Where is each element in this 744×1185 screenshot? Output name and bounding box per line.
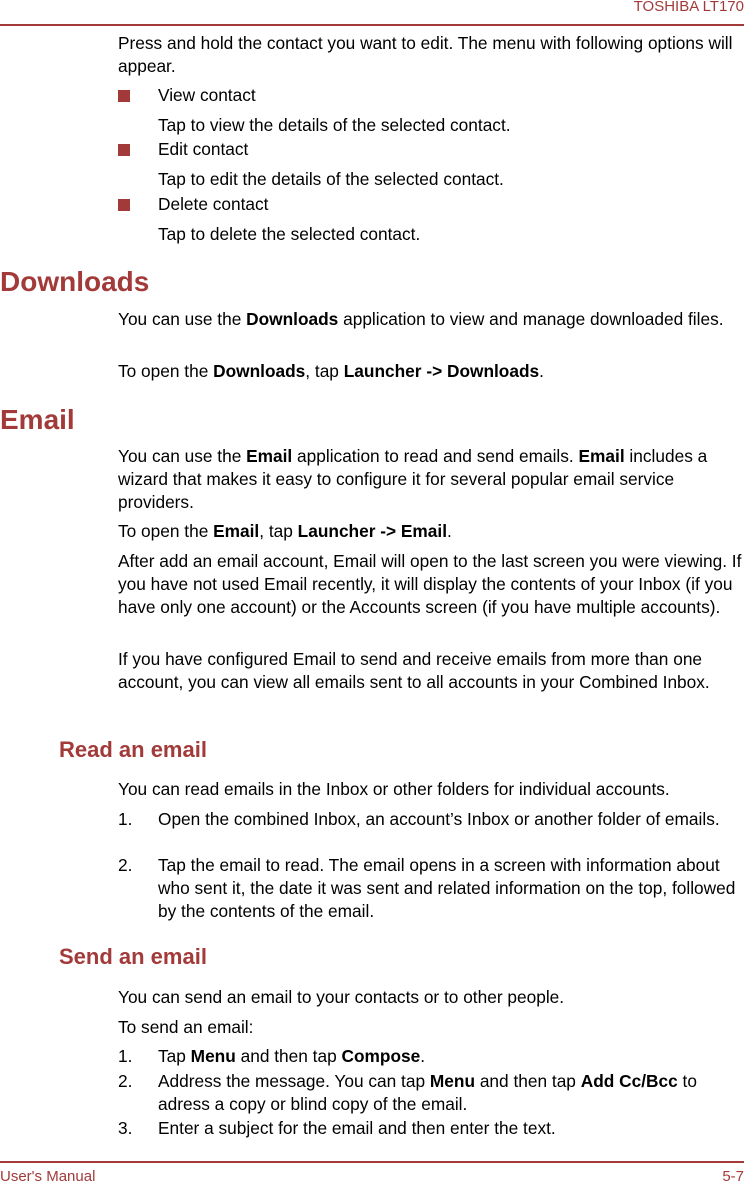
footer-rule: [0, 1161, 744, 1163]
text-run: Address the message. You can tap: [158, 1071, 430, 1091]
option-label: Delete contact: [158, 194, 269, 214]
step-number: 2.: [118, 855, 133, 875]
bullet-icon: [118, 144, 130, 156]
step-number: 1.: [118, 809, 133, 829]
option-desc: Tap to view the details of the selected contact.: [158, 115, 511, 135]
bold-term: Launcher -> Email: [297, 521, 448, 541]
bold-term: Downloads: [246, 309, 339, 329]
bold-term: Email: [213, 521, 260, 541]
heading-email: Email: [0, 404, 75, 435]
text-run: .: [420, 1046, 426, 1066]
paragraph: [118, 550, 744, 619]
option-label: Edit contact: [158, 139, 249, 159]
intro-paragraph: [118, 32, 744, 78]
text-run: Tap the email to read. The email opens in a screen with information about who sent it, the date it was sent and related information on the top, followed by the contents of the email.: [158, 855, 736, 921]
text-run: .: [539, 361, 544, 381]
step-text: [158, 854, 744, 923]
bullet-icon: [118, 90, 130, 102]
text-run: , tap: [259, 521, 298, 541]
bold-term: Downloads: [213, 361, 306, 381]
text-run: Open the combined Inbox, an account’s Inbox or another folder of emails.: [158, 809, 720, 829]
bold-term: Menu: [429, 1071, 476, 1091]
paragraph: [118, 360, 744, 383]
text-run: and then tap: [235, 1046, 342, 1066]
text-run: Enter a subject for the email and then enter the text.: [158, 1118, 556, 1138]
option-desc: Tap to delete the selected contact.: [158, 224, 421, 244]
text-run: and then tap: [475, 1071, 581, 1091]
text-run: , tap: [305, 361, 344, 381]
text-run: You can use the: [118, 309, 247, 329]
paragraph: [118, 520, 744, 543]
text-run: .: [447, 521, 452, 541]
paragraph: [118, 778, 744, 801]
footer-page-number: 5-7: [722, 1168, 744, 1185]
header-rule: [0, 24, 744, 26]
text-run: To open the: [118, 521, 214, 541]
text-run: If you have configured Email to send and receive emails from more than one account, you can view all emails sent to all accounts in your Combined Inbox.: [118, 649, 710, 692]
text-run: After add an email account, Email will open to the last screen you were viewing. If you have not used Email recently, it will display the contents of your Inbox (if you have only one account) or the Accounts screen (if you have multiple accounts).: [118, 551, 742, 617]
text-run: To open the: [118, 361, 214, 381]
text-run: Tap: [158, 1046, 191, 1066]
paragraph: [118, 986, 744, 1009]
paragraph: [118, 648, 744, 694]
text-run: application to read and send emails.: [292, 446, 579, 466]
step-number: 1.: [118, 1046, 133, 1066]
footer-left: User's Manual: [0, 1168, 96, 1185]
heading-read-email: Read an email: [59, 737, 207, 762]
text-run: You can send an email to your contacts or to other people.: [118, 987, 565, 1007]
bullet-icon: [118, 199, 130, 211]
bold-term: Compose: [341, 1046, 421, 1066]
text-run: includes a wizard that makes it easy to configure it for several popular email service providers.: [118, 446, 708, 512]
paragraph: [118, 445, 744, 514]
step-text: [158, 1070, 744, 1116]
bold-term: Email: [246, 446, 293, 466]
option-label: View contact: [158, 85, 256, 105]
step-text: [158, 1117, 744, 1140]
heading-send-email: Send an email: [59, 944, 207, 969]
text-run: You can use the: [118, 446, 247, 466]
heading-downloads: Downloads: [0, 266, 150, 297]
step-number: 3.: [118, 1118, 133, 1138]
paragraph: [118, 308, 744, 331]
paragraph: [118, 1016, 744, 1039]
bold-term: Email: [578, 446, 625, 466]
text-run: to adress a copy or blind copy of the email.: [158, 1071, 697, 1114]
option-desc: Tap to edit the details of the selected contact.: [158, 169, 504, 189]
text-run: You can read emails in the Inbox or other folders for individual accounts.: [118, 779, 670, 799]
text-run: To send an email:: [118, 1017, 254, 1037]
step-text: [158, 808, 744, 831]
step-text: [158, 1045, 744, 1068]
bold-term: Launcher -> Downloads: [343, 361, 540, 381]
bold-term: Menu: [190, 1046, 236, 1066]
text-run: Press and hold the contact you want to edit. The menu with following options will appear.: [118, 33, 733, 76]
step-number: 2.: [118, 1071, 133, 1091]
text-run: application to view and manage downloaded files.: [338, 309, 724, 329]
bold-term: Add Cc/Bcc: [580, 1071, 678, 1091]
header-title: TOSHIBA LT170: [633, 0, 744, 15]
